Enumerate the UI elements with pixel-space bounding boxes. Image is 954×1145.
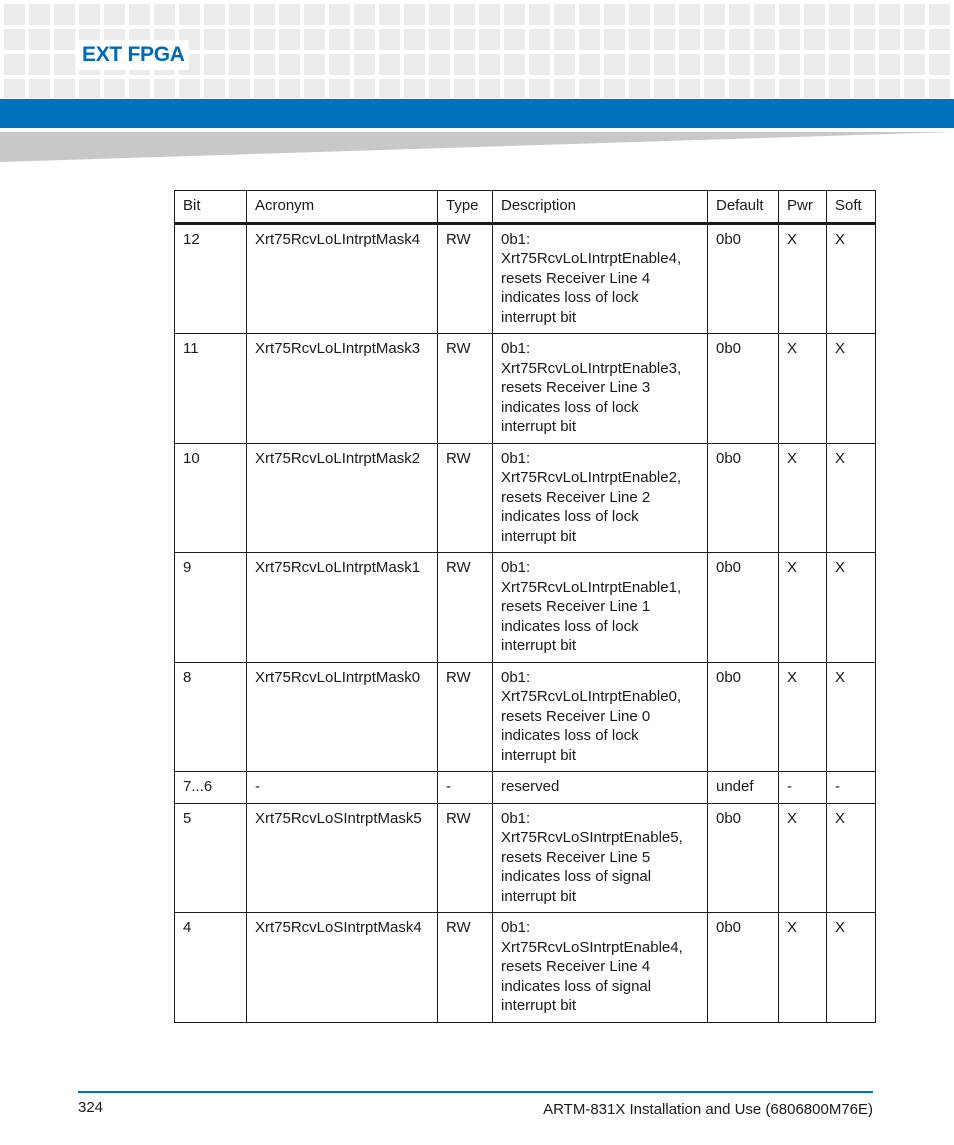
description-line: indicates loss of signal xyxy=(501,868,652,885)
description-line: resets Receiver Line 2 xyxy=(501,488,651,506)
cell-acronym: Xrt75RcvLoSIntrptMask5 xyxy=(247,803,438,913)
cell-bit: 8 xyxy=(175,662,247,772)
cell-bit: 4 xyxy=(175,913,247,1023)
description-line: indicates loss of signal xyxy=(501,977,652,995)
column-header-soft: Soft xyxy=(827,191,876,224)
description-line: 0b1: xyxy=(501,919,531,936)
cell-acronym: Xrt75RcvLoLIntrptMask1 xyxy=(247,553,438,663)
cell-default: 0b0 xyxy=(708,553,779,663)
column-header-acronym: Acronym xyxy=(247,191,438,224)
description-line: indicates loss of lock xyxy=(501,398,639,416)
cell-default: 0b0 xyxy=(708,443,779,553)
cell-soft: X xyxy=(827,803,876,913)
cell-acronym: Xrt75RcvLoSIntrptMask4 xyxy=(247,913,438,1023)
description-line: indicates loss of lock xyxy=(501,508,639,525)
column-header-type: Type xyxy=(438,191,493,224)
cell-acronym: - xyxy=(247,772,438,804)
footer-rule xyxy=(78,1091,873,1093)
description-line: indicates loss of lock xyxy=(501,727,639,744)
description-line: resets Receiver Line 3 xyxy=(501,379,651,396)
description-line: resets Receiver Line 0 xyxy=(501,707,651,725)
cell-description xyxy=(493,443,708,553)
description-line: 0b1: xyxy=(501,559,531,576)
header-blue-band xyxy=(0,99,954,128)
description-line: interrupt bit xyxy=(501,997,577,1014)
header-grey-wedge xyxy=(0,132,954,162)
cell-type: - xyxy=(438,772,493,804)
description-line: 0b1: xyxy=(501,340,531,357)
cell-acronym: Xrt75RcvLoLIntrptMask0 xyxy=(247,662,438,772)
description-line: interrupt bit xyxy=(501,637,577,654)
cell-pwr: X xyxy=(779,803,827,913)
description-line: Xrt75RcvLoLIntrptEnable1, xyxy=(501,578,682,596)
cell-soft: X xyxy=(827,913,876,1023)
cell-pwr: X xyxy=(779,553,827,663)
table-row xyxy=(175,334,876,444)
cell-description xyxy=(493,913,708,1023)
description-line: resets Receiver Line 4 xyxy=(501,269,651,287)
description-line: interrupt bit xyxy=(501,418,577,435)
cell-acronym: Xrt75RcvLoLIntrptMask3 xyxy=(247,334,438,444)
cell-description xyxy=(493,553,708,663)
cell-soft: X xyxy=(827,662,876,772)
cell-type: RW xyxy=(438,913,493,1023)
cell-type: RW xyxy=(438,803,493,913)
cell-bit: 5 xyxy=(175,803,247,913)
document-title: ARTM-831X Installation and Use (6806800M76E) xyxy=(543,1101,873,1118)
cell-type: RW xyxy=(438,443,493,553)
cell-pwr: X xyxy=(779,913,827,1023)
table-row xyxy=(175,443,876,553)
cell-default: 0b0 xyxy=(708,334,779,444)
cell-description xyxy=(493,334,708,444)
table-body xyxy=(175,223,876,1022)
cell-pwr: - xyxy=(779,772,827,804)
description-line: resets Receiver Line 4 xyxy=(501,958,651,975)
cell-description xyxy=(493,223,708,334)
column-header-description: Description xyxy=(493,191,708,224)
description-line: interrupt bit xyxy=(501,308,577,326)
table-row xyxy=(175,803,876,913)
cell-soft: X xyxy=(827,443,876,553)
description-line: interrupt bit xyxy=(501,887,577,905)
description-line: reserved xyxy=(501,778,560,795)
description-line: Xrt75RcvLoLIntrptEnable2, xyxy=(501,469,682,486)
cell-default: 0b0 xyxy=(708,223,779,334)
description-line: 0b1: xyxy=(501,230,531,248)
column-header-default: Default xyxy=(708,191,779,224)
cell-description xyxy=(493,772,708,804)
description-line: resets Receiver Line 5 xyxy=(501,848,651,866)
cell-soft: X xyxy=(827,334,876,444)
table-row xyxy=(175,553,876,663)
cell-pwr: X xyxy=(779,223,827,334)
table-header-row xyxy=(175,191,876,224)
description-line: Xrt75RcvLoLIntrptEnable0, xyxy=(501,688,682,705)
cell-pwr: X xyxy=(779,334,827,444)
description-line: Xrt75RcvLoLIntrptEnable4, xyxy=(501,250,682,267)
cell-default: 0b0 xyxy=(708,913,779,1023)
cell-default: 0b0 xyxy=(708,662,779,772)
cell-acronym: Xrt75RcvLoLIntrptMask4 xyxy=(247,223,438,334)
description-line: 0b1: xyxy=(501,809,531,827)
description-line: indicates loss of lock xyxy=(501,289,639,306)
cell-default: 0b0 xyxy=(708,803,779,913)
cell-type: RW xyxy=(438,334,493,444)
table-row xyxy=(175,223,876,334)
page-number: 324 xyxy=(78,1099,104,1116)
cell-pwr: X xyxy=(779,662,827,772)
description-line: Xrt75RcvLoSIntrptEnable4, xyxy=(501,938,683,956)
cell-description xyxy=(493,803,708,913)
table-row xyxy=(175,913,876,1023)
cell-pwr: X xyxy=(779,443,827,553)
description-line: Xrt75RcvLoSIntrptEnable5, xyxy=(501,829,683,846)
cell-soft: X xyxy=(827,223,876,334)
column-header-bit: Bit xyxy=(175,191,247,224)
cell-description xyxy=(493,662,708,772)
column-header-pwr: Pwr xyxy=(779,191,827,224)
section-title: EXT FPGA xyxy=(78,40,189,70)
description-line: 0b1: xyxy=(501,449,531,467)
description-line: interrupt bit xyxy=(501,527,577,545)
cell-acronym: Xrt75RcvLoLIntrptMask2 xyxy=(247,443,438,553)
cell-soft: - xyxy=(827,772,876,804)
cell-bit: 9 xyxy=(175,553,247,663)
cell-type: RW xyxy=(438,662,493,772)
cell-type: RW xyxy=(438,223,493,334)
cell-type: RW xyxy=(438,553,493,663)
register-table xyxy=(174,190,876,1023)
description-line: interrupt bit xyxy=(501,746,577,764)
description-line: resets Receiver Line 1 xyxy=(501,598,651,615)
cell-bit: 7...6 xyxy=(175,772,247,804)
table-row xyxy=(175,662,876,772)
description-line: Xrt75RcvLoLIntrptEnable3, xyxy=(501,359,682,377)
table-row xyxy=(175,772,876,804)
cell-soft: X xyxy=(827,553,876,663)
description-line: indicates loss of lock xyxy=(501,617,639,635)
cell-bit: 11 xyxy=(175,334,247,444)
cell-bit: 10 xyxy=(175,443,247,553)
cell-default: undef xyxy=(708,772,779,804)
cell-bit: 12 xyxy=(175,223,247,334)
description-line: 0b1: xyxy=(501,668,531,686)
